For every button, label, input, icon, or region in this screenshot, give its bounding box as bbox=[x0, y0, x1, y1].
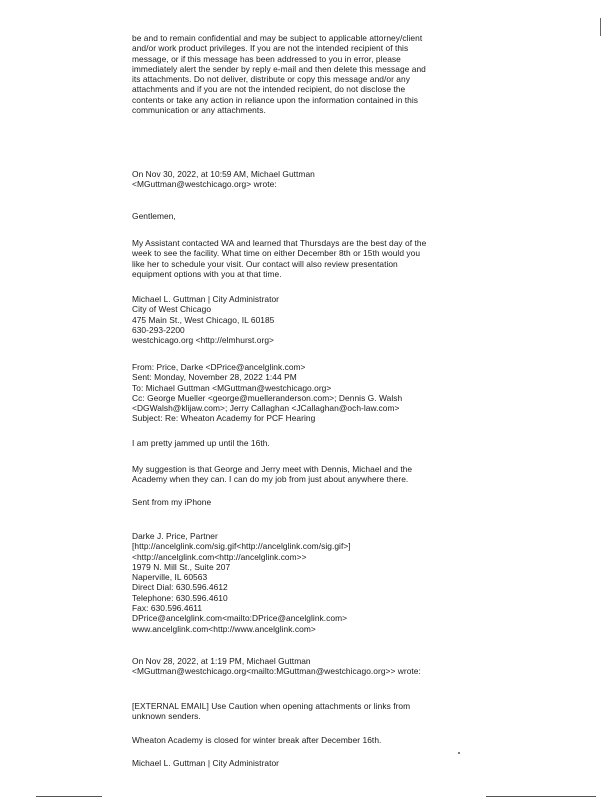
quote-header-line: On Nov 28, 2022, at 1:19 PM, Michael Guttman bbox=[132, 656, 311, 666]
signature-line: 1979 N. Mill St., Suite 207 bbox=[132, 561, 231, 572]
greeting bbox=[132, 211, 482, 221]
message-body-3 bbox=[132, 464, 482, 485]
signature-line: <http://ancelglink.com<http://ancelglink.com>> bbox=[132, 551, 307, 562]
quote-header-line: <MGuttman@westchicago.org<mailto:MGuttman@westchicago.org>> wrote: bbox=[132, 666, 421, 677]
body-line: I am pretty jammed up until the 16th. bbox=[132, 438, 270, 448]
signature-line: Naperville, IL 60563 bbox=[132, 572, 208, 583]
disclaimer-line: attachments and if you are not the intended recipient, do not disclose the bbox=[132, 84, 406, 95]
greeting-text: Gentlemen, bbox=[132, 211, 176, 221]
message-body-1 bbox=[132, 238, 482, 279]
forward-header-line: To: Michael Guttman <MGuttman@westchicago.org> bbox=[132, 382, 332, 393]
signature-line: westchicago.org <http://elmhurst.org> bbox=[132, 335, 274, 346]
signature-line: Michael L. Guttman | City Administrator bbox=[132, 758, 280, 768]
message-body-2 bbox=[132, 438, 482, 448]
bottom-rule-left bbox=[36, 796, 102, 797]
signature-line: DPrice@ancelglink.com<mailto:DPrice@ancelglink.com> bbox=[132, 613, 348, 624]
external-email-notice bbox=[132, 701, 482, 722]
sent-from-line bbox=[132, 497, 482, 507]
signature-price bbox=[132, 531, 482, 634]
disclaimer-line: its attachments. Do not deliver, distribute or copy this message and/or any bbox=[132, 74, 410, 85]
disclaimer-line: message, or if this message has been addressed to you in error, please bbox=[132, 53, 401, 64]
notice-line: [EXTERNAL EMAIL] Use Caution when opening attachments or links from bbox=[132, 701, 411, 711]
forward-header-line: Sent: Monday, November 28, 2022 1:44 PM bbox=[132, 372, 297, 383]
forward-header-line: <DGWalsh@klijaw.com>; Jerry Callaghan <JCallaghan@och-law.com> bbox=[132, 403, 400, 414]
forward-header-line: From: Price, Darke <DPrice@ancelglink.com> bbox=[132, 362, 306, 372]
signature-guttman-short bbox=[132, 758, 482, 768]
body-line: Academy when they can. I can do my job from just about anywhere there. bbox=[132, 474, 409, 485]
body-line: week to see the facility. What time on either December 8th or 15th would you bbox=[132, 248, 421, 259]
body-line: Wheaton Academy is closed for winter break after December 16th. bbox=[132, 735, 382, 745]
signature-line: Direct Dial: 630.596.4612 bbox=[132, 582, 228, 593]
signature-line: [http://ancelglink.com/sig.gif<http://ancelglink.com/sig.gif>] bbox=[132, 541, 351, 552]
quote-header-line: <MGuttman@westchicago.org> wrote: bbox=[132, 179, 277, 190]
disclaimer-line: communication or any attachments. bbox=[132, 105, 266, 116]
quote-header-line: On Nov 30, 2022, at 10:59 AM, Michael Guttman bbox=[132, 169, 315, 179]
signature-line: www.ancelglink.com<http://www.ancelglink.com> bbox=[132, 623, 316, 634]
forward-header-line: Cc: George Mueller <george@muelleranderson.com>; Dennis G. Walsh bbox=[132, 392, 403, 403]
disclaimer-line: be and to remain confidential and may be subject to applicable attorney/client bbox=[132, 33, 423, 43]
confidentiality-disclaimer bbox=[132, 33, 482, 115]
notice-line: unknown senders. bbox=[132, 711, 201, 722]
message-body-4 bbox=[132, 735, 482, 745]
disclaimer-line: and/or work product privileges. If you are not the intended recipient of this bbox=[132, 43, 409, 54]
body-line: My suggestion is that George and Jerry meet with Dennis, Michael and the bbox=[132, 464, 413, 474]
signature-line: Michael L. Guttman | City Administrator bbox=[132, 294, 280, 304]
signature-line: 475 Main St., West Chicago, IL 60185 bbox=[132, 314, 275, 325]
signature-line: Darke J. Price, Partner bbox=[132, 531, 218, 541]
body-line: equipment options with you at that time. bbox=[132, 268, 282, 279]
signature-line: City of West Chicago bbox=[132, 304, 212, 315]
quote-header-nov30 bbox=[132, 169, 482, 190]
disclaimer-line: immediately alert the sender by reply e-mail and then delete this message and bbox=[132, 63, 426, 74]
signature-guttman bbox=[132, 294, 482, 345]
forward-header bbox=[132, 362, 482, 424]
signature-line: Fax: 630.596.4611 bbox=[132, 603, 203, 614]
signature-line: Telephone: 630.596.4610 bbox=[132, 592, 228, 603]
body-line: My Assistant contacted WA and learned that Thursdays are the best day of the bbox=[132, 238, 427, 248]
scan-speck bbox=[458, 752, 460, 754]
sent-from-text: Sent from my iPhone bbox=[132, 497, 212, 507]
disclaimer-line: contents or take any action in reliance upon the information contained in this bbox=[132, 94, 419, 105]
signature-line: 630-293-2200 bbox=[132, 324, 185, 335]
forward-header-line: Subject: Re: Wheaton Academy for PCF Hearing bbox=[132, 413, 316, 424]
quote-header-nov28 bbox=[132, 656, 482, 677]
body-line: like her to schedule your visit. Our contact will also review presentation bbox=[132, 258, 398, 269]
bottom-rule-right bbox=[486, 796, 596, 797]
scan-edge-mark bbox=[600, 18, 601, 36]
